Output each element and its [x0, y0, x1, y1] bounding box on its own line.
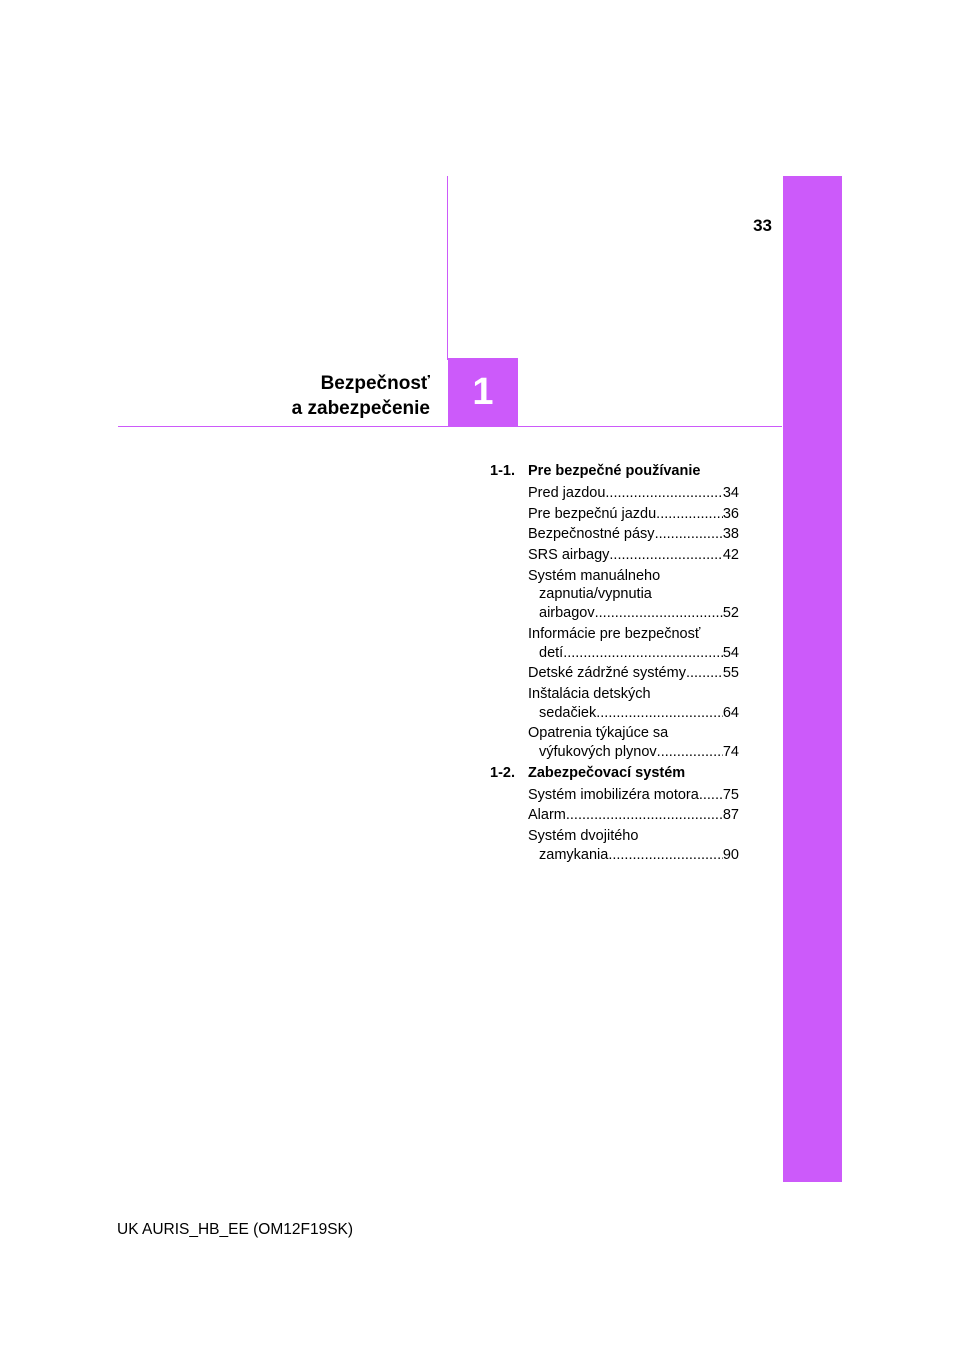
- toc-entry-text: sedačiek: [539, 704, 597, 721]
- toc-entry-page: 74: [722, 743, 739, 760]
- table-of-contents: [490, 460, 740, 864]
- toc-entry-text: Systém imobilizéra motora: [528, 786, 699, 803]
- toc-entry-text: Detské zádržné systémy: [528, 665, 686, 682]
- toc-entry-page: 90: [722, 846, 739, 863]
- page-number: 33: [753, 216, 772, 235]
- toc-entry[interactable]: [528, 482, 739, 503]
- toc-entry-page: 55: [722, 665, 739, 682]
- toc-entry[interactable]: [528, 623, 739, 662]
- toc-entry-text: Systém dvojitého: [528, 828, 639, 844]
- toc-dot-leader: [596, 704, 723, 723]
- toc-dot-leader: [699, 786, 723, 805]
- toc-section-title: Zabezpečovací systém: [528, 764, 686, 781]
- toc-section-number: 1-2.: [490, 764, 515, 781]
- toc-entry-text: Systém manuálneho: [528, 567, 661, 584]
- toc-entry[interactable]: [528, 722, 739, 761]
- toc-entry[interactable]: [528, 662, 739, 683]
- toc-section-heading[interactable]: [490, 460, 740, 482]
- toc-entry[interactable]: [528, 565, 739, 623]
- toc-entry-text: detí: [539, 644, 564, 661]
- chapter-title: [292, 371, 430, 421]
- toc-entry-text: zamykania: [539, 846, 609, 863]
- toc-entry-page: 64: [722, 704, 739, 721]
- toc-entry-page: 52: [722, 605, 739, 622]
- toc-entry-page: 36: [722, 505, 739, 522]
- toc-section-number: 1-1.: [490, 463, 515, 479]
- toc-entry[interactable]: [528, 683, 739, 722]
- toc-entry-text: SRS airbagy: [528, 547, 610, 564]
- toc-dot-leader: [655, 525, 723, 544]
- chapter-title-line-1: Bezpečnosť: [320, 373, 430, 394]
- toc-dot-leader: [656, 505, 723, 524]
- toc-entry[interactable]: [528, 544, 739, 565]
- toc-entry[interactable]: [528, 804, 739, 825]
- toc-dot-leader: [605, 484, 722, 503]
- toc-entry-text: Opatrenia týkajúce sa: [528, 725, 669, 742]
- toc-entry-page: 75: [722, 786, 739, 803]
- toc-entry-page: 87: [722, 807, 739, 824]
- toc-dot-leader: [609, 546, 722, 565]
- toc-dot-leader: [686, 664, 723, 683]
- toc-section-heading[interactable]: [490, 762, 740, 784]
- toc-dot-leader: [595, 604, 723, 623]
- chapter-number-badge: 1: [448, 358, 518, 427]
- toc-entry-page: 54: [722, 644, 739, 661]
- toc-dot-leader: [566, 806, 723, 825]
- toc-entry-page: 42: [722, 547, 739, 564]
- footer-model-code: UK AURIS_HB_EE (OM12F19SK): [117, 1221, 354, 1238]
- toc-entry-text: zapnutia/vypnutia: [539, 586, 652, 603]
- toc-entry[interactable]: [528, 503, 739, 524]
- toc-entry[interactable]: [528, 825, 739, 864]
- toc-entry-text: Bezpečnostné pásy: [528, 526, 655, 543]
- chapter-side-tab: [783, 176, 842, 1182]
- toc-entry-text: Pre bezpečnú jazdu: [528, 505, 657, 522]
- toc-entry-text: Alarm: [528, 807, 566, 824]
- toc-section-title: Pre bezpečné používanie: [528, 463, 701, 479]
- toc-entry[interactable]: [528, 784, 739, 805]
- toc-entry[interactable]: [528, 523, 739, 544]
- chapter-title-line-2: a zabezpečenie: [291, 398, 430, 419]
- toc-dot-leader: [608, 846, 723, 865]
- toc-dot-leader: [657, 743, 723, 762]
- toc-entry-text: airbagov: [539, 605, 595, 622]
- toc-entry-text: Pred jazdou: [528, 485, 606, 501]
- toc-entry-text: Inštalácia detských: [528, 685, 651, 702]
- toc-dot-leader: [563, 644, 723, 663]
- toc-entry-text: výfukových plynov: [539, 743, 657, 760]
- toc-entry-text: Informácie pre bezpečnosť: [528, 625, 701, 642]
- toc-entry-page: 38: [722, 526, 739, 543]
- vertical-divider: [447, 176, 448, 360]
- toc-entry-page: 34: [722, 485, 739, 501]
